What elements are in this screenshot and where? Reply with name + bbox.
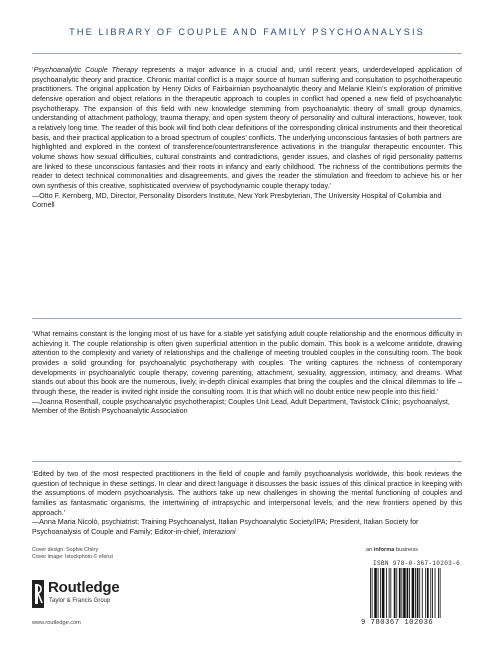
- cover-credits: [32, 547, 113, 562]
- publisher-website: www.routledge.com: [32, 620, 81, 626]
- publisher-subtitle: Taylor & Francis Group: [49, 598, 111, 604]
- barcode-bar: [380, 568, 381, 618]
- barcode-bar: [389, 568, 390, 618]
- barcode-bar: [372, 568, 373, 618]
- review-divider: [32, 318, 462, 319]
- barcode-image: [369, 568, 463, 618]
- publisher-name: Routledge: [48, 579, 120, 596]
- cover-design-credit: Cover design: Sophie Chéry: [32, 547, 99, 553]
- barcode-bar: [407, 568, 409, 618]
- review-rosenthall: [32, 330, 462, 417]
- barcode-bar: [403, 568, 406, 618]
- barcode-bar: [390, 568, 391, 618]
- ean-number: 9 780367 102036: [361, 619, 434, 627]
- review-divider: [32, 461, 462, 462]
- barcode-bar: [440, 568, 441, 618]
- book-title: Psychoanalytic Couple Therapy: [33, 66, 138, 74]
- header-divider: [32, 53, 462, 54]
- barcode-bar: [432, 568, 433, 618]
- cover-image-credit: Cover image: Istockphoto © efenzi: [32, 554, 114, 561]
- barcode-bar: [370, 568, 371, 618]
- barcode-bar: [412, 568, 415, 618]
- review-attribution: —Otto F. Kernberg, MD, Director, Personality Disorders Institute, New York Presbyterian, The University Hospital of Columbia and Cornell: [32, 191, 442, 210]
- review-text: represents a major advance in a crucial and, until recent years, underdeveloped application of psychoanalytic theory and practice. Chronic marital conflict is a major source of human suffering and consultation to psychotherapeutic practitioners. The original application by Henry Dicks of Fairbairnian psychoanalytic theory and Melanie Klein’s exploration of primitive defensive operation and object relations in the therapeutic approach to couples in conflict had opened a new field of psychoanalytic psychotherapy. The expansion of this field with new knowledge stemming from psychoanalytic theory of small group dynamics, understanding of attachment pathology, trauma therapy, and open system theory of personality and cultural interactions, however, took a relatively long time. The reader of this book will find both clear definitions of the corresponding clinical instruments and their theoretical basis, and their practical application to a broad spectrum of couples’ conflicts. The underlying unconscious fantasies of both partners are highlighted and explored in the context of transference/countertransference activations in the triangular therapeutic encounter. This volume shows how sexual difficulties, cultural constraints and contradictions, gender issues, and clashes of rigid personality patterns are linked to these unconscious fantasies and their roots in infancy and early childhood. The richness of the contributions permits the reader to detect technical commonalities and disagreements, and gives the reader the stimulation and freedom to achieve his or her own synthesis of this creative, sophisticated overview of psychodynamic couple therapy today.’: [32, 66, 462, 190]
- review-text: ‘Edited by two of the most respected practitioners in the field of couple and family psychoanalysis worldwide, this book reviews the question of technique in these settings. In clear and direct language it discusses the basic issues of this clinical practice in keeping with the assumptions of modern psychoanalysis. The authors take up new challenges in showing the mental functioning of couples and families as fantasmatic organisms, the intertwining of intrapsychic and interpersonal levels, and the new frontiers opened by this approach.’: [32, 470, 462, 517]
- barcode-bar: [386, 568, 387, 618]
- barcode-bar: [417, 568, 419, 618]
- barcode-bar: [427, 568, 429, 618]
- barcode-bar: [374, 568, 377, 618]
- barcode-bar: [430, 568, 431, 618]
- barcode-bar: [438, 568, 439, 618]
- barcode-bar: [382, 568, 385, 618]
- review-attribution: —Joanna Rosenthall, couple psychoanalytic psychotherapist; Couples Unit Lead, Adult Department, Tavistock Clinic; psychoanalyst, Member of the British Psychoanalytic Association: [32, 397, 450, 416]
- barcode-bar: [425, 568, 426, 618]
- barcode-bar: [415, 568, 416, 618]
- barcode-bar: [401, 568, 402, 618]
- barcode-bar: [399, 568, 401, 618]
- informa-business-label: an informa business: [366, 547, 418, 553]
- barcode-bar: [396, 568, 397, 618]
- routledge-logo: [32, 578, 162, 614]
- review-attribution: —Anna Maria Nicolò, psychiatrist; Training Psychoanalyst, Italian Psychoanalytic Society/IPA; President, Italian Society for Psychoanalysis of Couple and Family; Editor-in-chief, Interazioni: [32, 518, 419, 536]
- review-text: ‘What remains constant is the longing most of us have for a stable yet satisfying adult couple relationship and the enormous difficulty in achieving it. The couple relationship is often given superficial attention in the public domain. This book is a welcome antidote, drawing attention to the complexity and variety of relationships and the challenge of meeting troubled couples in the consulting room. The book provides a solid grounding for psychoanalytic psychotherapy with couples. The writing captures the richness of contemporary developments in psychoanalytic couple therapy, covering parenting, attachment, sexuality, aggression, intimacy, and dreams. What stands out about this book are the numerous, lively, in-depth clinical examples that bring the couples and the clinical dilemmas to life – through these, the reader is invited right inside the consulting room. It is that which will no doubt entice new people into this field.’: [32, 330, 462, 396]
- review-nicolo: [32, 470, 462, 538]
- barcode-bar: [409, 568, 410, 618]
- review-kernberg: ‘Psychoanalytic Couple Therapy represents a major advance in a crucial and, until recent years, underdeveloped application of psychoanalytic theory and practice. Chronic marital conflict is a major source of human suffering and consultation to psychotherapeutic practitioners. The original application by Henry Dicks of Fairbairnian psychoanalytic theory and Melanie Klein’s exploration of primitive defensive operation and object relations in the therapeutic approach to couples in conflict had opened a new field of psychoanalytic psychotherapy. The expansion of this field with new knowledge stemming from psychoanalytic theory of small group dynamics, understanding of attachment pathology, trauma therapy, and open system theory of personality and cultural interactions, however, took a relatively long time. The reader of this book will find both clear definitions of the corresponding clinical instruments and their theoretical basis, and their practical application to a broad spectrum of couples’ conflicts. The underlying unconscious fantasies of both partners are highlighted and explored in the context of transference/countertransference activations in the triangular therapeutic encounter. This volume shows how sexual difficulties, cultural constraints and contradictions, gender issues, and clashes of rigid personality patterns are linked to these unconscious fantasies and their roots in infancy and early childhood. The richness of the contributions permits the reader to detect technical commonalities and disagreements, and gives the reader the stimulation and freedom to achieve his or her own synthesis of this creative, sophisticated overview of psychodynamic couple therapy today.’ —Otto F. Kernberg, MD, Director, Personality Disorders Institute, New York Presbyterian, The University Hospital of Columbia and Cornell: [32, 66, 462, 210]
- isbn-text: ISBN 978-0-367-10203-6: [373, 560, 461, 567]
- barcode-bar: [435, 568, 436, 618]
- barcode-bar: [394, 568, 396, 618]
- routledge-mark-icon: [32, 580, 44, 608]
- barcode-bar: [419, 568, 420, 618]
- barcode-bar: [422, 568, 423, 618]
- barcode-bar: [378, 568, 379, 618]
- series-title: THE LIBRARY OF COUPLE AND FAMILY PSYCHOANALYSIS: [69, 27, 425, 37]
